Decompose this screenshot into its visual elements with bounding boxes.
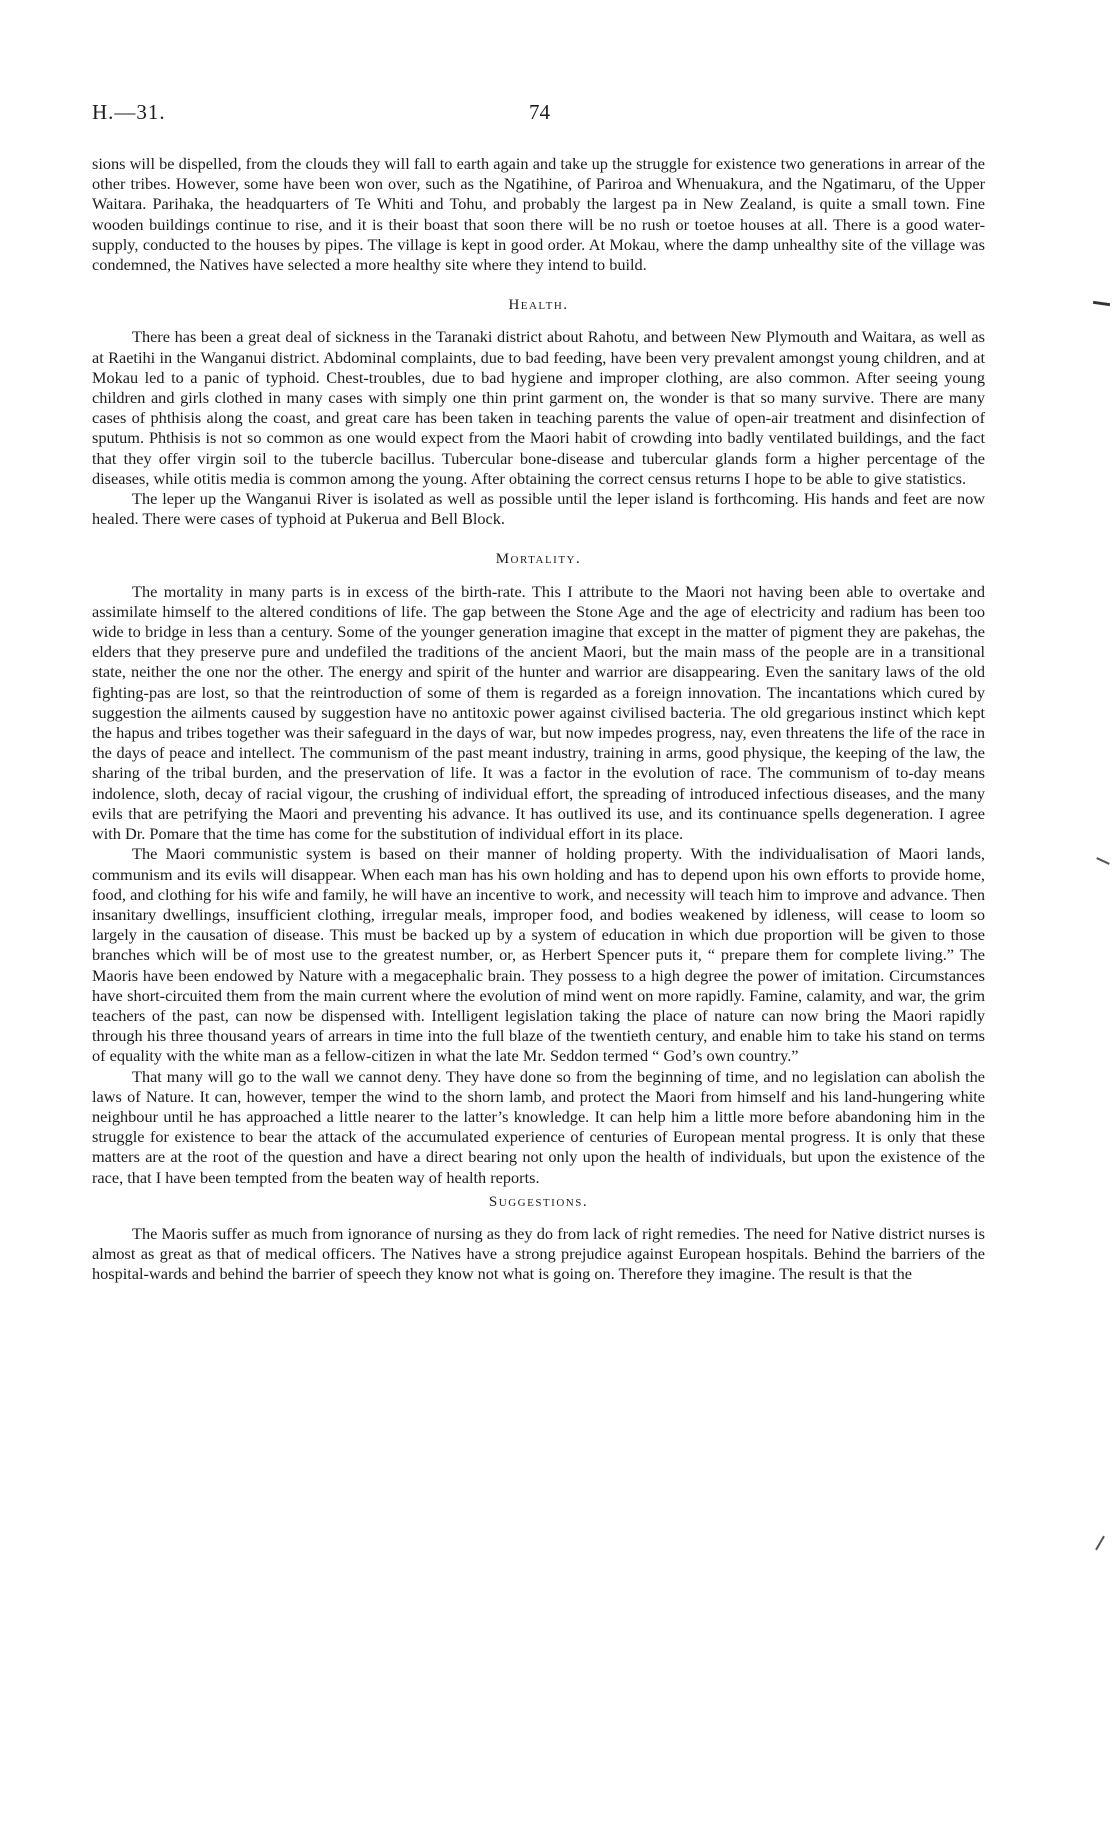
- health-paragraph: There has been a great deal of sickness in the Taranaki district about Rahotu, and between New Plymouth and Waitara, as well as at Raetihi in the Wanganui district. Abdominal complaints, due to bad feeding, have been very prevalent amongst young children, and at Mokau led to a panic of typhoid. Chest-troubles, due to bad hygiene and improper clothing, are also common. After seeing young children and girls clothed in many cases with simply one thin print garment on, the wonder is that so many survive. There are many cases of phthisis along the coast, and great care has been taken in teaching parents the value of open-air treatment and disinfection of sputum. Phthisis is not so common as one would expect from the Maori habit of crowding into badly ventilated buildings, and the fact that they offer virgin soil to the tubercle bacillus. Tubercular bone-disease and tubercular glands form a higher percentage of the diseases, while otitis media is common among the young. After obtaining the correct census returns I hope to be able to give statistics.: [92, 327, 985, 488]
- page-header: [92, 100, 992, 128]
- body-text: [92, 154, 985, 1285]
- document-reference: H.—31.: [92, 100, 166, 124]
- mortality-paragraph: The mortality in many parts is in excess of the birth-rate. This I attribute to the Maori not having been able to overtake and assimilate himself to the altered conditions of life. The gap between the Stone Age and the age of electricity and radium has been too wide to bridge in less than a century. Some of the younger generation imagine that except in the matter of pigment they are pakehas, the elders that they preserve pure and undefiled the traditions of the ancient Maori, but the main mass of the people are in a transitional state, neither the one nor the other. The energy and spirit of the hunter and warrior are disappearing. Even the sanitary laws of the old fighting-pas are lost, so that the reintroduction of some of them is regarded as a foreign innovation. The incantations which cured by suggestion the ailments caused by suggestion have no antitoxic power against civilised bacteria. The old gregarious instinct which kept the hapus and tribes together was their safeguard in the days of war, but now impedes progress, nay, even threatens the life of the race in the days of peace and intellect. The communism of the past meant industry, training in arms, good physique, the keeping of the law, the sharing of the tribal burden, and the preservation of life. It was a factor in the evolution of race. The communism of to-day means indolence, sloth, decay of racial vigour, the crushing of individual effort, the spreading of introduced infectious diseases, and the many evils that are petrifying the Maori and preventing his advance. It has outlived its use, and its continuance spells degeneration. I agree with Dr. Pomare that the time has come for the substitution of individual effort in its place.: [92, 581, 985, 844]
- mortality-paragraph: That many will go to the wall we cannot deny. They have done so from the beginning of time, and no legislation can abolish the laws of Nature. It can, however, temper the wind to the shorn lamb, and protect the Maori from himself and his land-hungering white neighbour until he has approached a little nearer to the latter’s knowledge. It can help him a little more before abandoning him in the struggle for existence to bear the attack of the accumulated experience of centuries of European mental progress. It is only that these matters are at the root of the question and have a direct bearing not only upon the health of individuals, but upon the existence of the race, that I have been tempted from the beaten way of health reports.: [92, 1066, 985, 1187]
- intro-paragraph: sions will be dispelled, from the clouds they will fall to earth again and take up the struggle for existence two generations in arrear of the other tribes. However, some have been won over, such as the Ngatihine, of Pariroa and Whenuakura, and the Ngatimaru, of the Upper Waitara. Parihaka, the headquarters of Te Whiti and Tohu, and probably the largest pa in New Zealand, is quite a small town. Fine wooden buildings continue to rise, and it is their boast that soon there will be no rush or toetoe houses at all. There is a good water-supply, conducted to the houses by pipes. The village is kept in good order. At Mokau, where the damp unhealthy site of the village was condemned, the Natives have selected a more healthy site where they intend to build.: [92, 154, 985, 275]
- section-heading-mortality: Mortality.: [495, 551, 582, 568]
- margin-mark: [1095, 1536, 1105, 1551]
- margin-mark: [1093, 301, 1110, 306]
- health-paragraph: The leper up the Wanganui River is isolated as well as possible until the leper island is forthcoming. His hands and feet are now healed. There were cases of typhoid at Pukerua and Bell Block.: [92, 489, 985, 529]
- mortality-paragraph: The Maori communistic system is based on their manner of holding property. With the individualisation of Maori lands, communism and its evils will disappear. When each man has his own holding and has to depend upon his own efforts to provide home, food, and clothing for his wife and family, he will have an incentive to work, and necessity will teach him to improve and advance. Then insanitary dwellings, insufficient clothing, irregular meals, improper food, and bodies weakened by idleness, will cease to loom so largely in the causation of disease. This must be backed up by a system of education in which due proportion will be given to those branches which will be of most use to the greatest number, or, as Herbert Spencer puts it, “ prepare them for complete living.” The Maoris have been endowed by Nature with a megacephalic brain. They possess to a high degree the power of imitation. Circumstances have short-circuited them from the main current where the evolution of mind went on more rapidly. Famine, calamity, and war, the grim teachers of the past, can now be dispensed with. Intelligent legislation taking the place of nature can now bring the Maori rapidly through his three thousand years of arrears in time into the full blaze of the twentieth century, and enable him to take his stand on terms of equality with the white man as a fellow-citizen in what the late Mr. Seddon termed “ God’s own country.”: [92, 844, 985, 1066]
- suggestions-paragraph: The Maoris suffer as much from ignorance of nursing as they do from lack of right remedies. The need for Native district nurses is almost as great as that of medical officers. The Natives have a strong prejudice against European hospitals. Behind the barriers of the hospital-wards and behind the barrier of speech they know not what is going on. Therefore they imagine. The result is that the: [92, 1223, 985, 1284]
- margin-mark: [1096, 857, 1110, 865]
- page-number: 74: [529, 100, 550, 124]
- section-heading-suggestions: Suggestions.: [488, 1193, 589, 1210]
- section-heading-health: Health.: [508, 297, 569, 314]
